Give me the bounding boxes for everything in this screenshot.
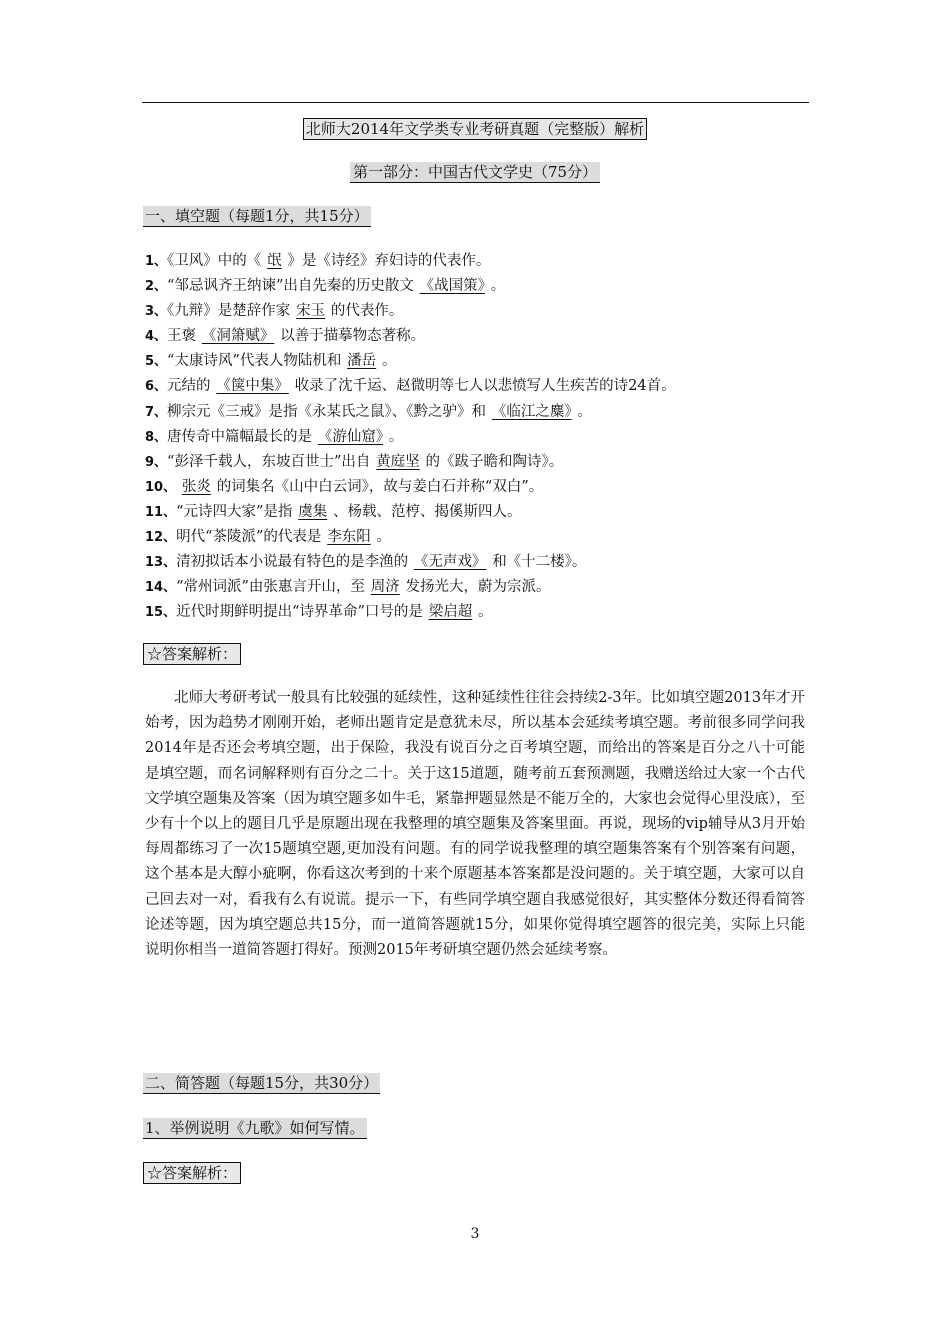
question-item — [145, 525, 825, 550]
question-text: “常州词派”由张惠言开山，至 — [176, 579, 365, 596]
question-number: 10、 — [145, 479, 177, 495]
section-heading-fill-in-text: 一、填空题（每题1分，共15分） — [145, 207, 369, 225]
question-number: 13、 — [145, 555, 177, 571]
question-number: 12、 — [145, 530, 177, 546]
question-item — [145, 374, 825, 399]
question-text: 唐传奇中篇幅最长的是 — [167, 428, 313, 445]
question-text: 王褒 — [167, 328, 197, 345]
question-text: 、杨载、范梈、揭傒斯四人。 — [333, 503, 522, 520]
question-text: 的词集名《山中白云词》，故与姜白石并称“双白”。 — [216, 478, 544, 495]
question-text: “彭泽千载人，东坡百世士”出自 — [167, 453, 371, 470]
question-answer: 李东阳 — [327, 529, 371, 546]
question-number: 8、 — [145, 429, 168, 445]
question-item — [145, 450, 825, 475]
question-answer: 潘岳 — [347, 353, 377, 370]
question-answer: 梁启超 — [428, 604, 473, 621]
question-text: “邹忌讽齐王纳谏”出自先秦的历史散文 — [167, 278, 414, 295]
question-text: “元诗四大家”是指 — [176, 503, 293, 520]
question-answer: 周济 — [370, 579, 400, 596]
part-title — [0, 162, 950, 183]
question-number: 1、 — [145, 254, 168, 269]
question-text: 和《十二楼》。 — [492, 554, 587, 571]
question-item — [145, 600, 825, 625]
page-number: 3 — [470, 1226, 480, 1242]
question-text: 发扬光大，蔚为宗派。 — [405, 579, 551, 596]
question-item — [145, 425, 825, 450]
question-text: 元结的 — [167, 378, 211, 395]
question-number: 2、 — [145, 279, 168, 295]
question-item — [145, 475, 825, 500]
question-text: 清初拟话本小说最有特色的是李渔的 — [176, 554, 409, 571]
answer-analysis-label-text: ☆答案解析： — [143, 1162, 241, 1184]
question-item — [145, 349, 825, 374]
header-rule — [142, 102, 809, 103]
question-text: 近代时期鲜明提出“诗界革命”口号的是 — [176, 604, 423, 621]
fill-in-question-list — [145, 249, 825, 625]
question-item — [145, 500, 825, 525]
question-answer: 张炎 — [181, 478, 211, 495]
question-answer: 《箧中集》 — [216, 378, 289, 395]
question-number: 15、 — [145, 605, 177, 621]
question-text: 以善于描摹物态著称。 — [280, 328, 426, 345]
question-answer: 虞集 — [298, 503, 328, 520]
answer-analysis-paragraph: 北师大考研考试一般具有比较强的延续性，这种延续性往往会持续2-3年。比如填空题2013年才开始考，因为趋势才刚刚开始，老师出题肯定是意犹未尽，所以基本会延续考填空题。考前很多同学问我2014年是否还会考填空题，出于保险，我没有说百分之百考填空题，而给出的答案是百分之八十可能是填空题，而名词解释则有百分之二十。关于这15道题，随考前五套预测题，我赠送给过大家一个古代文学填空题集及答案（因为填空题多如牛毛，紧靠押题显然是不能万全的，大家也会觉得心里没底），至少有十个以上的题目几乎是原题出现在我整理的填空题集及答案里面。再说，现场的vip辅导从3月开始每周都练习了一次15题填空题,更加没有问题。有的同学说我整理的填空题集答案有个别答案有问题，这个基本是大醇小疵啊，你看这次考到的十来个原题基本答案都是没问题的。关于填空题，大家可以自己回去对一对，看我有么有说谎。提示一下，有些同学填空题自我感觉很好，其实整体分数还得看简答论述等题，因为填空题总共15分，而一道简答题就15分，如果你觉得填空题答的很完美，实际上只能说明你相当一道简答题打得好。预测2015年考研填空题仍然会延续考察。 — [145, 690, 805, 959]
question-item — [145, 575, 825, 600]
question-answer: 《洞箫赋》 — [201, 328, 275, 345]
question-number: 9、 — [145, 454, 168, 470]
question-item — [145, 249, 825, 274]
short-answer-question-1-text: 1、举例说明《九歌》如何写情。 — [145, 1119, 365, 1137]
question-text: 》是《诗经》弃妇诗的代表作。 — [287, 253, 491, 269]
question-answer: 氓 — [267, 253, 282, 269]
question-number: 7、 — [145, 404, 168, 420]
question-text: 的《跋子瞻和陶诗》。 — [425, 453, 564, 470]
question-number: 4、 — [145, 329, 168, 345]
question-answer: 《无声戏》 — [413, 554, 487, 571]
question-answer: 《战国策》 — [419, 278, 485, 295]
question-text: 的代表作。 — [330, 303, 404, 320]
answer-analysis-label-2 — [143, 1162, 241, 1184]
question-number: 14、 — [145, 580, 177, 596]
question-item — [145, 400, 825, 425]
section-heading-short-answer — [143, 1073, 380, 1094]
question-item — [145, 274, 825, 299]
question-number: 11、 — [145, 504, 177, 520]
section-heading-fill-in — [143, 206, 371, 227]
question-answer: 黄庭坚 — [376, 453, 420, 470]
answer-analysis-label-text: ☆答案解析： — [143, 643, 241, 665]
section-heading-short-answer-text: 二、简答题（每题15分，共30分） — [145, 1074, 379, 1092]
question-text: 《卫风》中的《 — [167, 253, 262, 269]
question-number: 5、 — [145, 354, 168, 370]
question-answer: 《临江之麋》 — [491, 403, 572, 420]
answer-analysis-label-1 — [143, 643, 241, 665]
question-number: 3、 — [145, 304, 168, 320]
question-answer: 《游仙窟》 — [317, 428, 384, 445]
question-text: 。 — [490, 278, 506, 295]
question-item — [145, 299, 825, 324]
question-text: 。 — [388, 428, 404, 445]
question-text: 。 — [577, 403, 592, 420]
question-text: 。 — [478, 604, 493, 621]
question-item — [145, 324, 825, 349]
question-text: 《九辩》是楚辞作家 — [167, 303, 291, 320]
question-text: 收录了沈千运、赵微明等七人以悲愤写人生疾苦的诗24首。 — [294, 378, 676, 395]
part-title-text: 第一部分：中国古代文学史（75分） — [350, 162, 600, 183]
question-text: 。 — [381, 353, 397, 370]
document-title-text: 北师大2014年文学类专业考研真题（完整版）解析 — [303, 118, 647, 140]
question-text: 柳宗元《三戒》是指《永某氏之鼠》、《黔之驴》和 — [167, 403, 487, 420]
question-number: 6、 — [145, 379, 168, 395]
document-title — [0, 118, 950, 140]
short-answer-question-1 — [143, 1118, 367, 1139]
question-answer: 宋玉 — [296, 303, 326, 320]
question-text: 。 — [376, 529, 392, 546]
question-text: 明代“茶陵派”的代表是 — [176, 529, 322, 546]
question-text: “太康诗风”代表人物陆机和 — [167, 353, 342, 370]
question-item — [145, 550, 825, 575]
